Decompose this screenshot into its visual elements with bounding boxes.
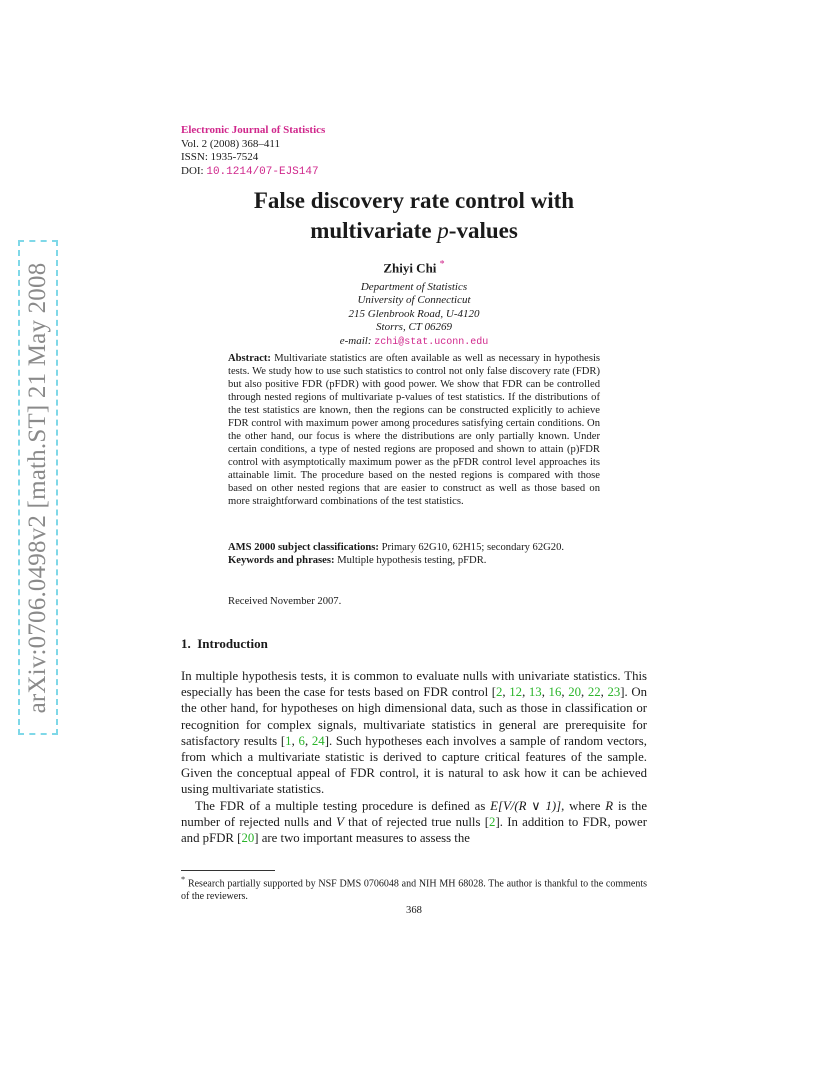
citation-link[interactable]: 12 bbox=[509, 685, 523, 700]
affil-city: Storrs, CT 06269 bbox=[376, 321, 452, 334]
affil-university: University of Connecticut bbox=[357, 294, 471, 307]
issn: ISSN: 1935-7524 bbox=[181, 151, 259, 163]
intro-text: ]. Such hypotheses each involves a sample of random vectors, from which a multivariate statistic is derived to capture critical features of the sample. Given the conceptual appeal of FDR control, it is natural to ask how it can be achieved using multivariate statistics. bbox=[181, 733, 647, 797]
doi-line bbox=[181, 165, 325, 180]
doi-link[interactable]: 10.1214/07-EJS147 bbox=[206, 165, 319, 178]
intro-text: is the number of rejected nulls and bbox=[181, 798, 647, 829]
page-number: 368 bbox=[406, 905, 422, 916]
intro-text: ] are two important measures to assess the bbox=[254, 831, 470, 846]
intro-text: that of rejected true nulls [ bbox=[343, 814, 490, 829]
abstract-text: Multivariate statistics are often available as well as necessary in hypothesis tests. We study how to use such statistics to control not only false discovery rate (FDR) but also positive FDR (pFDR) with good power. We show that FDR can be controlled through nested regions of multivariate p-values of test statistics. If the distributions of the test statistics are known, then the regions can be constructed explicitly to achieve FDR control with maximum power among procedures satisfying certain conditions. On the other hand, our focus is where the distributions are only partially known. Under certain conditions, a type of nested regions are proposed and shown to attain (p)FDR control with asymptotically maximum power as the pFDR control level approaches its attainable limit. The procedure based on the nested regions is compared with those based on other nested regions that are easier to construct as well as those based on more straightforward combinations of the test statistics. bbox=[228, 353, 601, 507]
title-line-2-a: multivariate bbox=[310, 218, 438, 243]
citation-link[interactable]: 24 bbox=[311, 733, 325, 748]
title-line-1: False discovery rate control with bbox=[253, 188, 575, 213]
citation-link[interactable]: 13 bbox=[528, 685, 542, 700]
intro-text: ]. On the other hand, for hypotheses on high dimensional data, such as those in classification or recognition for complex signals, multivariate statistics in general are prerequisite for satisfactory results [ bbox=[181, 685, 648, 748]
received-date: Received November 2007. bbox=[228, 596, 342, 607]
abstract bbox=[228, 352, 600, 508]
intro-body bbox=[181, 668, 647, 846]
affiliation bbox=[180, 281, 648, 349]
classification-block bbox=[228, 541, 600, 567]
author-name: Zhiyi Chi bbox=[383, 260, 437, 276]
intro-text: , where bbox=[561, 798, 606, 813]
citation-link[interactable]: 2 bbox=[489, 814, 496, 829]
ams-line bbox=[228, 541, 600, 554]
arxiv-stamp[interactable]: arXiv:0706.0498v2 [math.ST] 21 May 2008 bbox=[24, 262, 51, 714]
author-footnote-mark[interactable]: * bbox=[439, 259, 445, 270]
title-p-symbol: p bbox=[437, 218, 449, 243]
title-line-2 bbox=[180, 216, 648, 246]
ams-text: Primary 62G10, 62H15; secondary 62G20. bbox=[381, 542, 565, 553]
intro-text: The FDR of a multiple testing procedure is defined as bbox=[195, 798, 491, 813]
journal-header bbox=[181, 124, 325, 179]
intro-text: ]. In addition to FDR, power and pFDR [ bbox=[181, 814, 647, 846]
title-line-2-b: -values bbox=[448, 218, 518, 243]
citation-link[interactable]: 22 bbox=[587, 685, 601, 700]
intro-paragraph-1: In multiple hypothesis tests, it is common to evaluate nulls with univariate statistics. This especially has been the case for tests based on FDR control [2, 12, 13, 16, 20, 22, 23]. On the other hand, for hypotheses on high dimensional data, such as those in classification or recognition for complex signals, multivariate statistics in general are prerequisite for satisfactory results [1, 6, 24]. Such hypotheses each involves a sample of random vectors, from which a multivariate statistic is derived to capture critical features of the sample. Given the conceptual appeal of FDR control, it is natural to ask how it can be achieved using multivariate statistics. bbox=[181, 669, 648, 797]
ams-label: AMS 2000 subject classifications: bbox=[228, 542, 379, 553]
citation-link[interactable]: 16 bbox=[548, 685, 562, 700]
section-heading bbox=[181, 636, 268, 652]
citation-link[interactable]: 1 bbox=[285, 733, 292, 748]
footnote-text: Research partially supported by NSF DMS 0706048 and NIH MH 68028. The author is thankful to the comments of the reviewers. bbox=[181, 878, 648, 902]
citation-link[interactable]: 20 bbox=[241, 831, 255, 846]
citation-link[interactable]: 6 bbox=[298, 733, 305, 748]
affil-address: 215 Glenbrook Road, U-4120 bbox=[348, 307, 480, 320]
math-V: V bbox=[336, 814, 344, 829]
journal-name[interactable]: Electronic Journal of Statistics bbox=[181, 124, 326, 136]
intro-paragraph-2 bbox=[181, 798, 647, 847]
footnote-mark: * bbox=[181, 875, 186, 884]
citation-link[interactable]: 23 bbox=[607, 685, 621, 700]
section-number: 1. bbox=[181, 636, 191, 651]
math-R: R bbox=[605, 798, 614, 813]
volume-info: Vol. 2 (2008) 368–411 bbox=[181, 137, 280, 150]
email-label: e-mail: bbox=[339, 334, 375, 347]
author bbox=[180, 259, 648, 276]
citation-link[interactable]: 2 bbox=[496, 685, 503, 700]
email-link[interactable]: zchi@stat.uconn.edu bbox=[374, 336, 489, 348]
intro-text: In multiple hypothesis tests, it is common to evaluate nulls with univariate statistics. This especially has been the case for tests based on FDR control [ bbox=[181, 669, 647, 700]
footnote-rule bbox=[181, 870, 275, 871]
citation-link[interactable]: 20 bbox=[568, 685, 581, 700]
doi-label: DOI: bbox=[181, 164, 207, 177]
section-title: Introduction bbox=[197, 636, 268, 651]
fdr-formula: E[V/(R ∨ 1)] bbox=[490, 798, 562, 813]
abstract-label: Abstract: bbox=[228, 353, 271, 364]
footnote bbox=[181, 874, 647, 903]
paper-title bbox=[180, 186, 648, 246]
keywords-label: Keywords and phrases: bbox=[228, 555, 335, 566]
affil-email-line bbox=[180, 335, 648, 349]
affil-department: Department of Statistics bbox=[360, 281, 468, 293]
keywords-text: Multiple hypothesis testing, pFDR. bbox=[337, 555, 487, 566]
keywords-line bbox=[228, 554, 600, 567]
